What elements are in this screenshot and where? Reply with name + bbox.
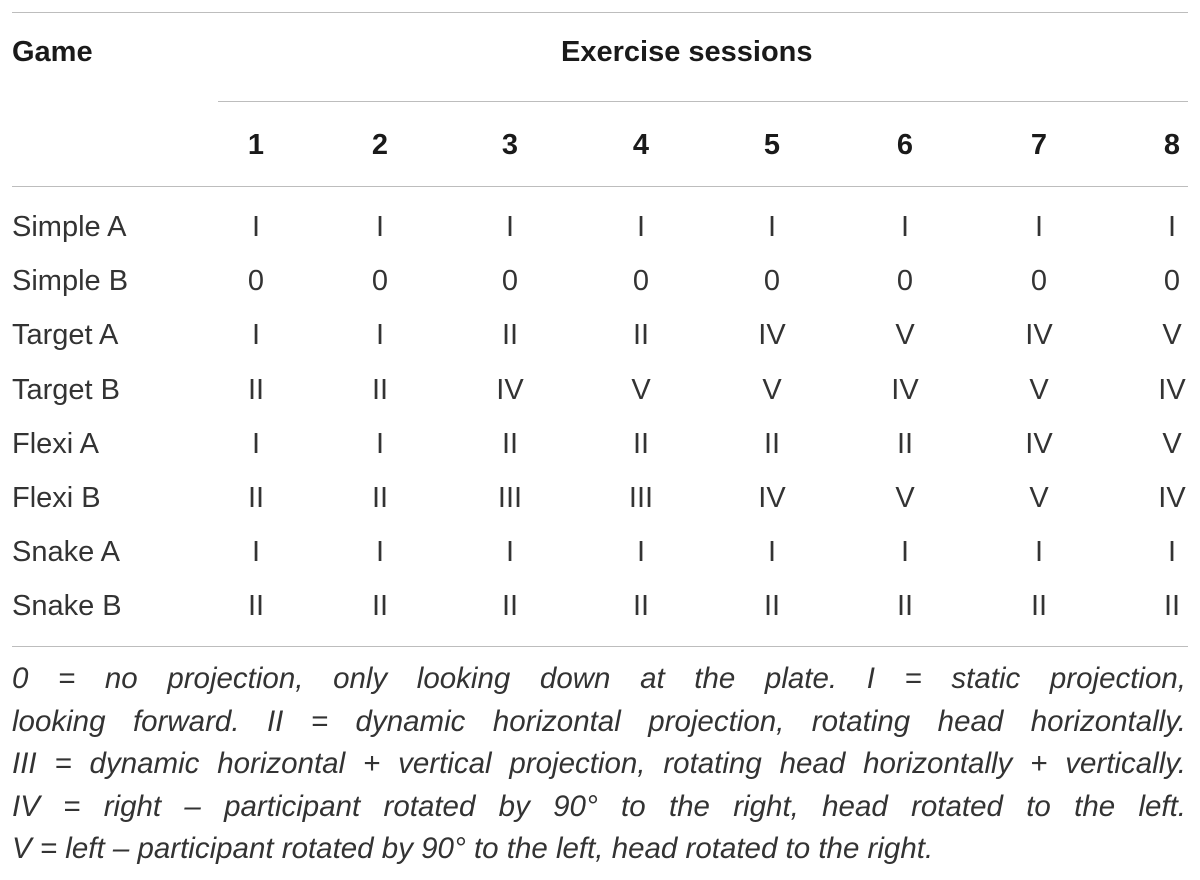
table-cell: I — [1167, 536, 1177, 568]
table-cell: II — [632, 428, 650, 460]
table-cell: II — [632, 590, 650, 622]
table-cell: V — [1029, 482, 1049, 514]
table-cell: II — [896, 428, 914, 460]
table-cell: IV — [496, 374, 524, 406]
table-cell: I — [1167, 211, 1177, 243]
table-cell: V — [1162, 428, 1182, 460]
table-cell: II — [371, 590, 389, 622]
session-column-header: 7 — [1030, 129, 1048, 161]
table-cell: 0 — [1030, 265, 1048, 297]
game-column-header: Game — [12, 36, 93, 68]
footnote-line: III = dynamic horizontal + vertical projection, rotating head horizontally + vertically. — [12, 747, 1186, 780]
table-cell: II — [632, 319, 650, 351]
row-game-label: Snake A — [12, 536, 121, 568]
table-cell: V — [762, 374, 782, 406]
table-cell: I — [636, 536, 646, 568]
table-cell: V — [631, 374, 651, 406]
table-cell: IV — [1158, 374, 1186, 406]
table-cell: IV — [1025, 428, 1053, 460]
table-cell: II — [501, 590, 519, 622]
table-cell: I — [636, 211, 646, 243]
table-cell: I — [375, 428, 385, 460]
table-footnote — [12, 658, 1186, 871]
session-column-header: 1 — [247, 129, 265, 161]
table-cell: V — [895, 319, 915, 351]
table-cell: III — [497, 482, 523, 514]
table-cell: I — [251, 211, 261, 243]
table-cell: IV — [891, 374, 919, 406]
table-cell: V — [895, 482, 915, 514]
table-cell: 0 — [896, 265, 914, 297]
top-rule — [12, 12, 1188, 13]
table-cell: I — [251, 536, 261, 568]
table-cell: I — [900, 211, 910, 243]
row-game-label: Flexi B — [12, 482, 101, 514]
session-column-header: 6 — [896, 129, 914, 161]
table-cell: V — [1162, 319, 1182, 351]
table-cell: I — [505, 536, 515, 568]
table-cell: 0 — [632, 265, 650, 297]
table-cell: I — [251, 319, 261, 351]
table-cell: II — [501, 319, 519, 351]
table-cell: II — [247, 590, 265, 622]
table-cell: II — [1030, 590, 1048, 622]
table-cell: I — [900, 536, 910, 568]
row-game-label: Simple B — [12, 265, 129, 297]
footnote-line: IV = right – participant rotated by 90° to the right, head rotated to the left. — [12, 789, 1186, 823]
table-cell: II — [896, 590, 914, 622]
table-cell: II — [763, 590, 781, 622]
table-cell: II — [763, 428, 781, 460]
exercise-sessions-header: Exercise sessions — [561, 36, 813, 68]
footnote-line: V = left – participant rotated by 90° to the left, head rotated to the right. — [12, 832, 934, 865]
table-cell: I — [767, 536, 777, 568]
table-cell: II — [371, 374, 389, 406]
table-cell: I — [767, 211, 777, 243]
table-cell: IV — [758, 482, 786, 514]
table-cell: V — [1029, 374, 1049, 406]
row-game-label: Flexi A — [12, 428, 100, 460]
session-column-header: 4 — [632, 129, 650, 161]
table-cell: II — [371, 482, 389, 514]
row-game-label: Simple A — [12, 211, 127, 243]
table-cell: I — [375, 536, 385, 568]
table-cell: IV — [1158, 482, 1186, 514]
table-bottom-rule — [12, 646, 1188, 647]
table-cell: I — [375, 319, 385, 351]
table-cell: IV — [758, 319, 786, 351]
session-column-header: 2 — [371, 129, 389, 161]
table-cell: IV — [1025, 319, 1053, 351]
session-column-header: 3 — [501, 129, 519, 161]
table-cell: I — [251, 428, 261, 460]
table-cell: II — [501, 428, 519, 460]
table-cell: 0 — [501, 265, 519, 297]
table-cell: III — [628, 482, 654, 514]
footnote-line: 0 = no projection, only looking down at the plate. I = static projection, — [12, 662, 1186, 695]
session-column-header: 5 — [763, 129, 781, 161]
header-bottom-rule — [12, 186, 1188, 187]
table-cell: 0 — [1163, 265, 1181, 297]
footnote-line: looking forward. II = dynamic horizontal projection, rotating head horizontally. — [12, 704, 1186, 738]
row-game-label: Target B — [12, 374, 120, 406]
row-game-label: Target A — [12, 319, 119, 351]
table-cell: II — [247, 374, 265, 406]
table-cell: II — [247, 482, 265, 514]
table-cell: 0 — [763, 265, 781, 297]
sessions-underline — [218, 101, 1188, 102]
table-cell: I — [375, 211, 385, 243]
table-cell: II — [1163, 590, 1181, 622]
session-column-header: 8 — [1163, 129, 1181, 161]
table-cell: 0 — [247, 265, 265, 297]
table-cell: I — [505, 211, 515, 243]
table-cell: I — [1034, 211, 1044, 243]
table-cell: I — [1034, 536, 1044, 568]
table-cell: 0 — [371, 265, 389, 297]
row-game-label: Snake B — [12, 590, 122, 622]
